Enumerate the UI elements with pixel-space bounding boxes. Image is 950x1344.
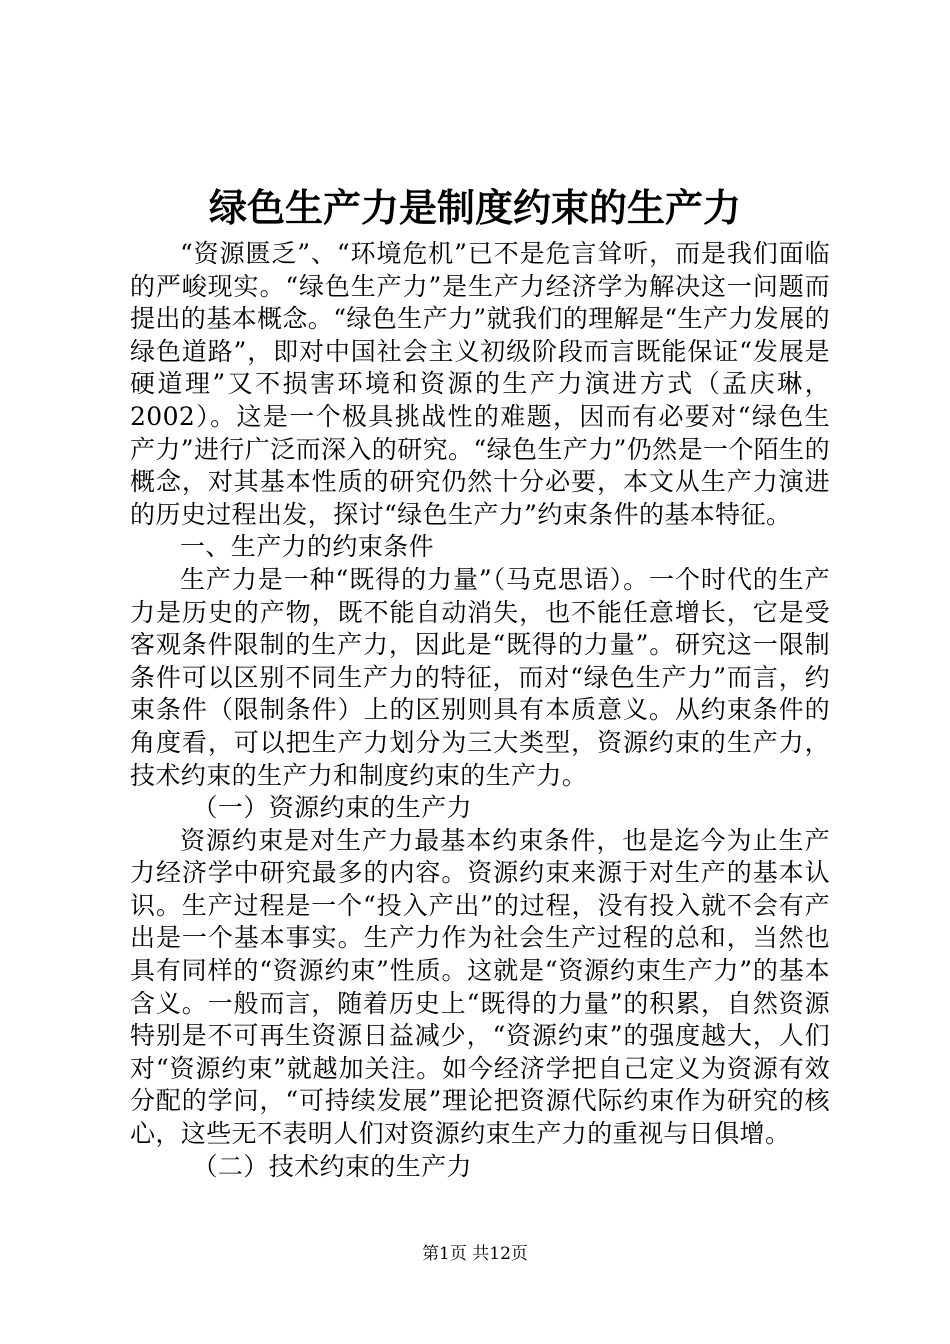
- paragraph-constraints: 生产力是一种“既得的力量”（马克思语）。一个时代的生产力是历史的产物，既不能自动消失，也不能任意增长，它是受客观条件限制的生产力，因此是“既得的力量”。研究这一限制条件可以区别不同生产力的特征，而对“绿色生产力”而言，约束条件（限制条件）上的区别则具有本质意义。从约束条件的角度看，可以把生产力划分为三大类型，资源约束的生产力，技术约束的生产力和制度约束的生产力。: [130, 564, 830, 790]
- page-footer: 第1页 共12页: [422, 1244, 528, 1264]
- section-heading-constraints: 一、生产力的约束条件: [180, 532, 435, 562]
- document-body: [130, 238, 830, 1183]
- page-title: 绿色生产力是制度约束的生产力: [208, 186, 741, 230]
- subsection-heading-resource: （一）资源约束的生产力: [192, 793, 472, 823]
- subsection-heading-technology: （二）技术约束的生产力: [192, 1151, 472, 1181]
- paragraph-resource: 资源约束是对生产力最基本约束条件，也是迄今为止生产力经济学中研究最多的内容。资源约束来源于对生产的基本认识。生产过程是一个“投入产出”的过程，没有投入就不会有产出是一个基本事实。生产力作为社会生产过程的总和，当然也具有同样的“资源约束”性质。这就是“资源约束生产力”的基本含义。一般而言，随着历史上“既得的力量”的积累，自然资源特别是不可再生资源日益减少，“资源约束”的强度越大，人们对“资源约束”就越加关注。如今经济学把自己定义为资源有效分配的学问，“可持续发展”理论把资源代际约束作为研究的核心，这些无不表明人们对资源约束生产力的重视与日俱增。: [130, 825, 830, 1149]
- paragraph-intro: “资源匮乏”、“环境危机”已不是危言耸听，而是我们面临的严峻现实。“绿色生产力”是生产力经济学为解决这一问题而提出的基本概念。“绿色生产力”就我们的理解是“生产力发展的绿色道路”，即对中国社会主义初级阶段而言既能保证“发展是硬道理”又不损害环境和资源的生产力演进方式（孟庆琳，2002）。这是一个极具挑战性的难题，因而有必要对“绿色生产力”进行广泛而深入的研究。“绿色生产力”仍然是一个陌生的概念，对其基本性质的研究仍然十分必要，本文从生产力演进的历史过程出发，探讨“绿色生产力”约束条件的基本特征。: [130, 239, 830, 529]
